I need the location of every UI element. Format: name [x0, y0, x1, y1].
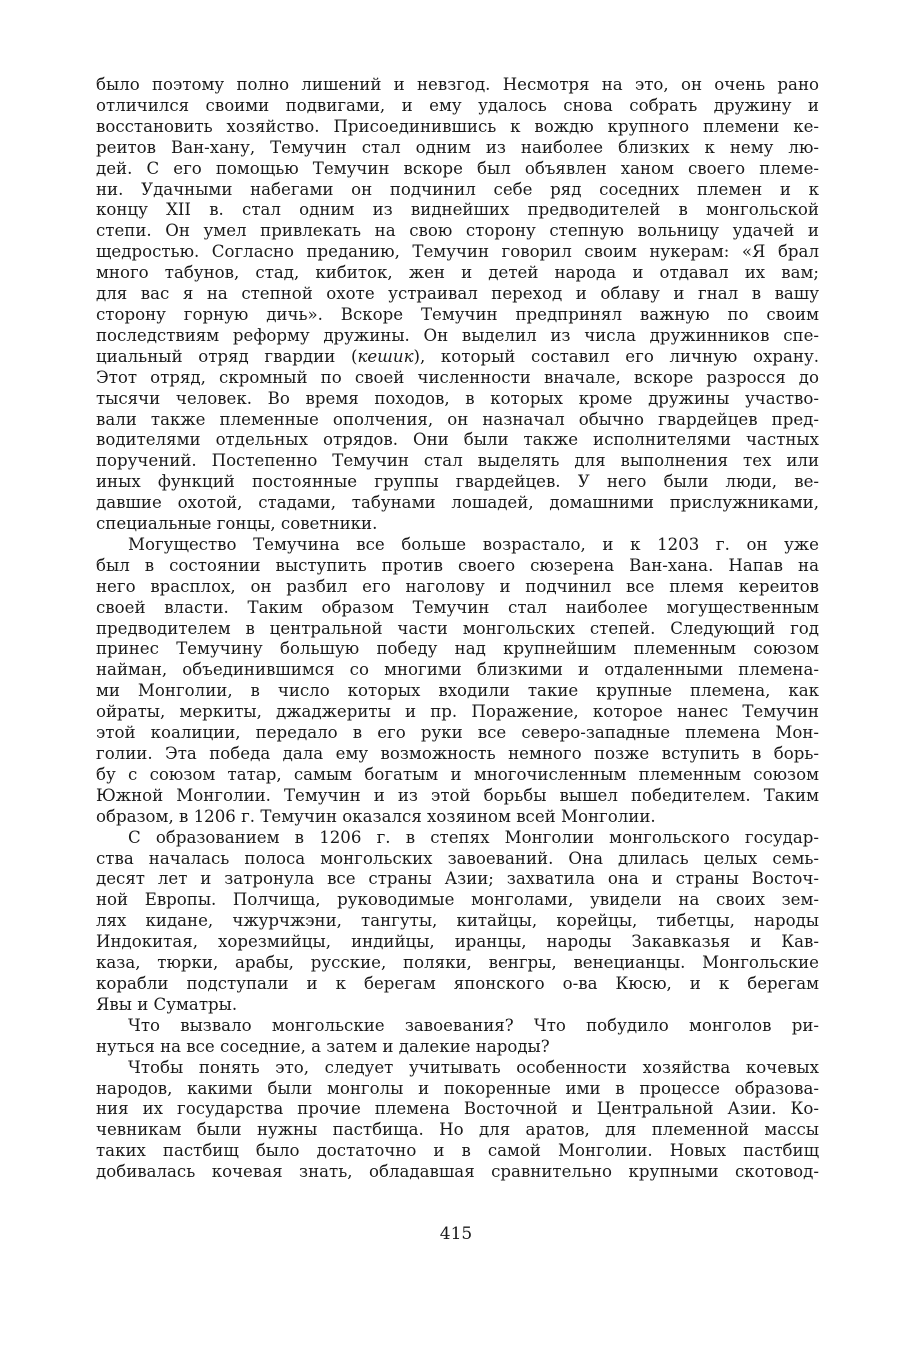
body-text	[96, 75, 819, 1183]
text-line: ни. Удачными набегами он подчинил себе ряд соседних племен и к	[96, 179, 819, 199]
text-line: принес Темучину большую победу над крупнейшим племенным союзом	[96, 639, 819, 659]
page-number: 415	[439, 1224, 473, 1244]
text-line: был в состоянии выступить против своего сюзерена Ван-хана. Напав на	[96, 555, 819, 575]
text-line: концу XII в. стал одним из виднейших предводителей в монгольской	[96, 200, 819, 220]
text-line: водителями отдельных отрядов. Они были также исполнителями частных	[96, 430, 819, 450]
paragraph	[96, 828, 819, 1016]
text-line: циальный отряд гвардии (кешик), который составил его личную охрану.	[96, 346, 819, 366]
text-line: Южной Монголии. Темучин и из этой борьбы вышел победителем. Таким	[96, 785, 819, 805]
text-line: сторону горную дичь». Вскоре Темучин предпринял важную по своим	[96, 304, 819, 324]
text-line: лях кидане, чжурчжэни, тангуты, китайцы, корейцы, тибетцы, народы	[96, 911, 819, 931]
italic-term: кешик	[357, 346, 414, 366]
text-line: найман, объединившимся со многими близкими и отдаленными племена-	[96, 660, 819, 680]
paragraph	[96, 75, 819, 535]
text-line: щедростью. Согласно преданию, Темучин говорил своим нукерам: «Я брал	[96, 242, 819, 262]
text-line: голии. Эта победа дала ему возможность немного позже вступить в борь-	[96, 744, 819, 763]
text-line: Чтобы понять это, следует учитывать особенности хозяйства кочевых	[128, 1057, 819, 1077]
text-line: Этот отряд, скромный по своей численности вначале, вскоре разросся до	[96, 367, 819, 387]
text-line: бу с союзом татар, самым богатым и многочисленным племенным союзом	[96, 764, 819, 784]
text-line: специальные гонцы, советники.	[96, 514, 378, 534]
text-line: С образованием в 1206 г. в степях Монголии монгольского государ-	[128, 827, 819, 847]
text-line: много табунов, стад, кибиток, жен и детей народа и отдавал их вам;	[96, 263, 819, 283]
text-line: десят лет и затронула все страны Азии; захватила она и страны Восточ-	[96, 869, 819, 889]
text-line: народов, какими были монголы и покоренные ими в процессе образова-	[96, 1078, 819, 1098]
text-line: ойраты, меркиты, джаджериты и пр. Поражение, которое нанес Темучин	[96, 702, 819, 722]
text-line: предводителем в центральной части монгольских степей. Следующий год	[96, 618, 819, 638]
text-line: давшие охотой, стадами, табунами лошадей, домашними прислужниками,	[96, 493, 819, 513]
text-line: тысячи человек. Во время походов, в которых кроме дружины участво-	[96, 388, 819, 408]
text-line: ми Монголии, в число которых входили такие крупные племена, как	[96, 681, 819, 701]
text-line: корабли подступали и к берегам японского о-ва Кюсю, и к берегам	[96, 973, 819, 993]
text-line: каза, тюрки, арабы, русские, поляки, венгры, венецианцы. Монгольские	[96, 953, 819, 973]
paragraph	[96, 1058, 819, 1183]
paragraph	[96, 1016, 819, 1058]
text-line: дей. С его помощью Темучин вскоре был объявлен ханом своего племе-	[96, 158, 819, 178]
text-line: образом, в 1206 г. Темучин оказался хозяином всей Монголии.	[96, 806, 656, 826]
text-line: него врасплох, он разбил его наголову и подчинил все племя кереитов	[96, 576, 819, 596]
text-line: Явы и Суматры.	[96, 994, 238, 1014]
text-line: иных функций постоянные группы гвардейцев. У него были люди, ве-	[96, 472, 819, 492]
text-line: восстановить хозяйство. Присоединившись к вождю крупного племени ке-	[96, 116, 819, 136]
text-line: этой коалиции, передало в его руки все северо-западные племена Мон-	[96, 723, 819, 743]
text-line: поручений. Постепенно Темучин стал выделять для выполнения тех или	[96, 451, 819, 471]
text-line: Могущество Темучина все больше возрастало, и к 1203 г. он уже	[128, 534, 819, 554]
text-line: добивалась кочевая знать, обладавшая сравнительно крупными скотовод-	[96, 1162, 819, 1182]
text-line: было поэтому полно лишений и невзгод. Несмотря на это, он очень рано	[96, 75, 819, 94]
text-line: ния их государства прочие племена Восточной и Центральной Азии. Ко-	[96, 1099, 819, 1119]
text-line: Что вызвало монгольские завоевания? Что побудило монголов ри-	[128, 1015, 819, 1035]
text-line: своей власти. Таким образом Темучин стал наиболее могущественным	[96, 597, 819, 617]
text-line: для вас я на степной охоте устраивал переход и облаву и гнал в вашу	[96, 284, 819, 304]
text-line: реитов Ван-хану, Темучин стал одним из наиболее близких к нему лю-	[96, 137, 819, 157]
text-line: отличился своими подвигами, и ему удалось снова собрать дружину и	[96, 95, 819, 115]
text-line: Индокитая, хорезмийцы, индийцы, иранцы, народы Закавказья и Кав-	[96, 932, 819, 952]
text-line: вали также племенные ополчения, он назначал обычно гвардейцев пред-	[96, 409, 819, 429]
paragraph	[96, 535, 819, 828]
text-line: нуться на все соседние, а затем и далекие народы?	[96, 1036, 550, 1056]
text-line: последствиям реформу дружины. Он выделил из числа дружинников спе-	[96, 325, 819, 345]
text-line: ной Европы. Полчища, руководимые монголами, увидели на своих зем-	[96, 890, 819, 910]
text-line: чевникам были нужны пастбища. Но для аратов, для племенной массы	[96, 1120, 819, 1140]
text-line: степи. Он умел привлекать на свою сторону степную вольницу удачей и	[96, 221, 819, 241]
text-line: ства началась полоса монгольских завоеваний. Она длилась целых семь-	[96, 848, 819, 868]
text-line: таких пастбищ было достаточно и в самой Монголии. Новых пастбищ	[96, 1141, 819, 1161]
